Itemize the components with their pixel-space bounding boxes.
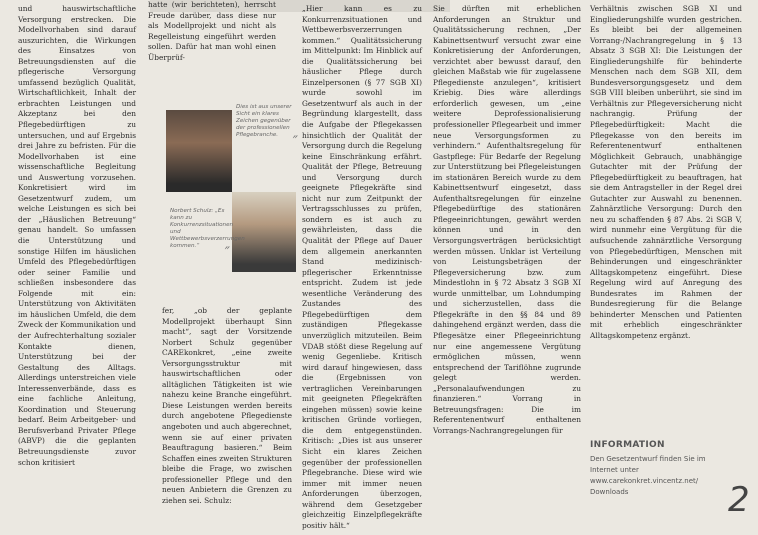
portrait-photo-2: [232, 192, 296, 272]
article-column-5: [590, 4, 742, 384]
article-column-1: [18, 4, 136, 532]
quote-mark-icon: ″: [224, 245, 230, 261]
pull-quote-1-text: Dies ist aus unserer Sicht ein klares Zeichen gegenüber der professionellen Pflegebranche.: [236, 104, 292, 138]
information-title: INFORMATION: [590, 440, 665, 450]
quote-mark-icon: ″: [292, 134, 298, 150]
article-column-2-top: [148, 0, 276, 62]
information-box: [590, 440, 750, 530]
column-2-top-text: hatte (wir berichteten), herrscht Freude darüber, dass diese nur als Modellprojekt und nicht als Regelleistung eingeführt werden sollen. Dafür hat man wohl einen Überprüf-: [148, 0, 276, 62]
column-4-text: Sie dürften mit erheblichen Anforderungen an Struktur und Qualitätssicherung rechnen, „Der Kabinettsentwurf versucht zwar eine Konkretisierung der Anforderungen, verzichtet aber bewusst darauf, den gleichen Maßstab wie für zugelassene Pflegedienste anzulegen“, kritisiert Kriebig. Dies wäre allerdings erforderlich gewesen, um „eine weitere Deprofessionalisierung professioneller Pflegearbeit und immer neue Versorgungsformen zu verhindern.“ Aufenthaltsregelung für Gastpflege: Für Bedarfe der Regelung zur Unterstützung bei Pflegeleistungen im stationären Bereich wurde zu dem Kabinettsentwurf eingesetzt, dass Aufenthaltsregelungen für einzelne Pflegebedürftige des stationären Pflegeeinrichtungen, gewährt werden können und in den Versorgungsverträgen berücksichtigt werden müssen. Unklar ist Verteilung von Leistungsbeträgen der Pflegeversicherung bzw. zum Mindestlohn in § 72 Absatz 3 SGB XI wurde unmittelbar, um Lohndumping und sicherzustellen, dass die Pflegekräfte in den §§ 84 und 89 dahingehend ergänzt werden, dass die Pflegesätze einer Pflegeeinrichtung nur eine angemessene Vergütung ermöglichen müssen, wenn entsprechend der Tariflöhne zugrunde gelegt werden. „Personalaufwendungen zu finanzieren.“ Vorrang in Betreuungsfragen: Die im Referentenentwurf enthaltenen Vorrangs-Nachrangregelungen für: [433, 4, 581, 435]
column-2-text: fer, „ob der geplante Modellprojekt überhaupt Sinn macht“, sagt der Vorsitzende Norbert Schulz gegenüber CAREkonkret, „eine zweite Versorgungsstruktur mit hauswirtschaftlichen oder alltäglichen Tätigkeiten ist wie nahezu keine Branche eingeführt. Diese Leistungen werden bereits durch angebotene Pflegedienste angeboten und auch abgerechnet, wenn sie auf einer privaten Beauftragung basieren.“ Beim Schaffen eines zweiten Strukturen bleibe die Frage, wo zwischen professioneller Pflege und den neuen Anbietern die Grenzen zu ziehen sei. Schulz:: [162, 306, 292, 505]
article-column-4: [433, 4, 581, 532]
information-text: Den Gesetzentwurf finden Sie im Internet unter www.carekonkret.vincentz.net/ Downloads: [590, 455, 706, 496]
column-5-text: Verhältnis zwischen SGB XI und Eingliederungshilfe wurden gestrichen. Es bleibt bei der allgemeinen Vorrang-/Nachrangregelung in § 13 Absatz 3 SGB XI: Die Leistungen der Eingliederungshilfe für behinderte Menschen nach dem SGB XII, dem Bundesversorgungsgesetz und dem SGB VIII bleiben unberührt, sie sind im Verhältnis zur Pflegeversicherung nicht nachrangig. Prüfung der Pflegebedürftigkeit: Macht die Pflegekasse von den bereits im Referentenentwurf enthaltenen Möglichkeit Gebrauch, unabhängige Gutachter mit der Prüfung der Pflegebedürftigkeit zu beauftragen, hat sie dem Antragsteller in der Regel drei Gutachter zur Auswahl zu benennen. Zahnärztliche Versorgung: Durch den neu zu schaffenden § 87 Abs. 2i SGB V, wird nunmehr eine Vergütung für die aufsuchende zahnärztliche Versorgung von Pflegebedürftigen, Menschen mit Behinderungen und eingeschränkter Alltagskompetenz eingeführt. Diese Regelung wird auf Anregung des Bundesrates im Rahmen der Bundesregierung für die Belange behinderter Menschen und Patienten mit erheblich eingeschränkter Alltagskompetenz ergänzt.: [590, 4, 742, 340]
article-column-3: [302, 4, 422, 532]
pull-quote-2-text: Norbert Schulz: „Es kann zu Konkurrenzsituationen und Wettbewerbsverzerrungen kommen.“: [170, 208, 245, 249]
pull-quote-2: [170, 208, 245, 261]
page-number: 2: [728, 480, 750, 520]
column-1-text: und hauswirtschaftliche Versorgung erstrecken. Die Modellvorhaben sind darauf auszurichten, die Wirkungen des Einsatzes von Betreuungsdiensten auf die pflegerische Versorgung umfassend bezüglich Qualität, Wirtschaftlichkeit, Inhalt der erbrachten Leistungen und Akzeptanz bei den Pflegebedürftigen zu untersuchen, und auf Ergebnis drei Jahre zu befristen. Für die Modellvorhaben ist eine wissenschaftliche Begleitung und Auswertung vorzusehen. Konkretisiert wird im Gesetzentwurf zudem, um welche Leistungen es sich bei der „Häuslichen Betreuung“ genau handelt. So umfassen die Unterstützung und sonstige Hilfen im häuslichen Umfeld des Pflegebedürftigen oder seiner Familie und schließen insbesondere das Folgende mit ein: Unterstützung von Aktivitäten im häuslichen Umfeld, die dem Zweck der Kommunikation und der Aufrechterhaltung sozialer Kontakte dienen, Unterstützung bei der Gestaltung des Alltags. Allerdings unterstreichen viele Interessenverbände, dass es eine fachliche Anleitung, Koordination und Steuerung bedarf. Beim Arbeitgeber- und Berufsverband Privater Pflege (ABVP) die die geplanten Betreuungsdienste zuvor schon kritisiert: [18, 4, 136, 467]
portrait-photo-1: [166, 110, 232, 192]
column-3-text: „Hier kann es zu Konkurrenzsituationen und Wettbewerbsverzerrungen kommen.“ Qualitätssicherung im Mittelpunkt: Im Hinblick auf die Qualitätssicherung bei häuslicher Pflege durch Einzelpersonen (§ 77 SGB XI) wurde sowohl im Gesetzentwurf als auch in der Begründung klargestellt, dass die Aufgabe der Pflegekassen hinsichtlich der Qualität der Versorgung durch die Regelung keine Einschränkung erfährt. Qualität der Pflege, Betreuung und Versorgung durch geeignete Pflegekräfte sind nicht nur zum Zeitpunkt der Vertragsschlusses zu prüfen, sondern es ist auch zu gewährleisten, dass die Qualität der Pflege auf Dauer dem allgemein anerkannten Stand medizinisch-pflegerischer Erkenntnisse entspricht. Zudem ist jede wesentliche Veränderung des Zustandes des Pflegebedürftigen dem zuständigen Pflegekasse unverzüglich mitzuteilen. Beim VDAB stößt diese Regelung auf wenig Gegenliebe. Kritisch wird darauf hingewiesen, dass die (Ergebnissen von vertraglichen Vereinbarungen mit geeigneten Pflegekräften eingehen müssen) sowie keine kritischen Gründe vorliegen, die dem entgegenstünden. Kritisch: „Dies ist aus unserer Sicht ein klares Zeichen gegenüber der professionellen Pflegebranche. Diese wird wie immer mit immer neuen Anforderungen überzogen, während dem Gesetzgeber gleichzeitig Einzelpflegekräfte positiv hält.“: [302, 4, 422, 530]
article-column-2: [162, 306, 292, 531]
pull-quote-1: [236, 104, 298, 150]
